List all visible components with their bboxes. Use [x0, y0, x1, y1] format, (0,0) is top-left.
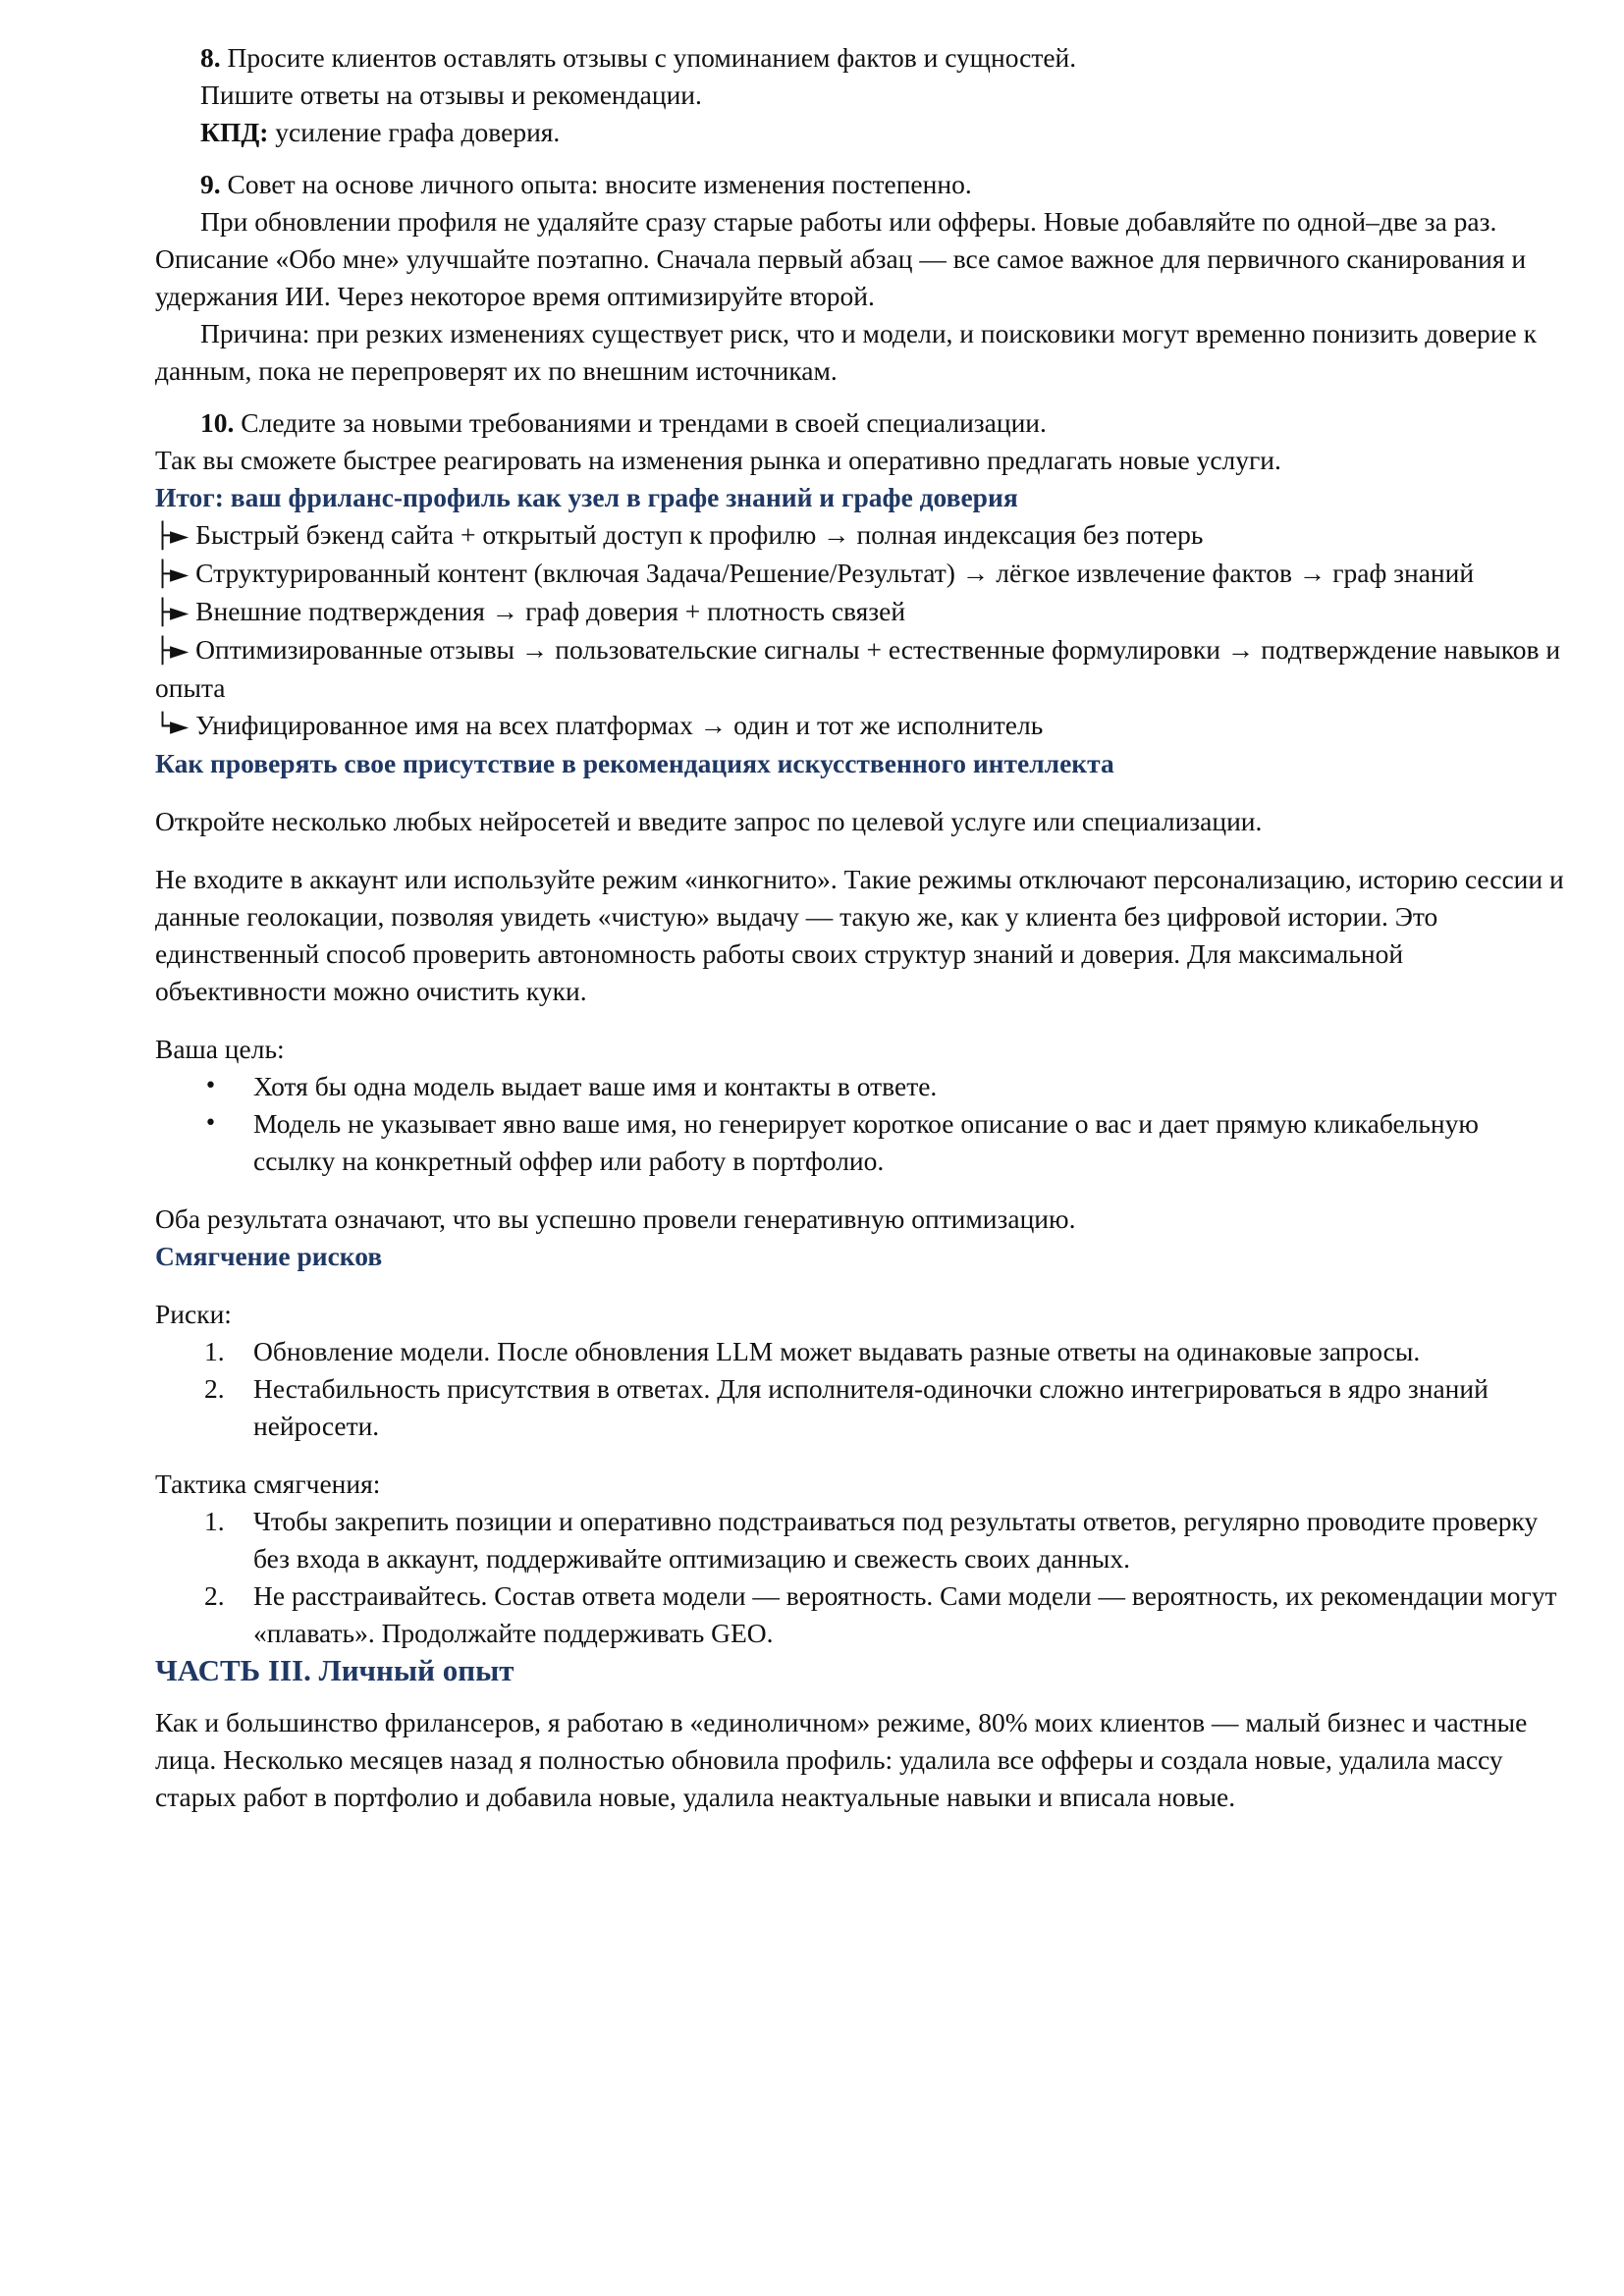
goal-label: Ваша цель:	[155, 1034, 285, 1064]
summary-item-2	[155, 555, 1565, 593]
check-heading: Как проверять свое присутствие в рекомендациях искусственного интеллекта	[155, 748, 1114, 778]
check-para-2: Не входите в аккаунт или используйте режим «инкогнито». Такие режимы отключают персонализацию, историю сессии и данные геолокации, позволяя увидеть «чистую» выдачу — такую же, как у клиента без цифровой истории. Это единственный способ проверить автономность работы своих структур знаний и доверия. Для максимальной объективности можно очистить куки.	[155, 864, 1564, 1006]
list-item-text: Нестабильность присутствия в ответах. Для исполнителя-одиночки сложно интегрироваться в ядро знаний нейросети.	[253, 1373, 1489, 1441]
bullet-icon: •	[204, 1074, 217, 1098]
document-page	[155, 39, 1565, 1816]
kpd-text: усиление графа доверия.	[268, 117, 561, 147]
bullet-icon: •	[204, 1111, 217, 1136]
item-10-title-text: Следите за новыми требованиями и трендами в своей специализации.	[241, 407, 1047, 438]
summary-item-text: Быстрый бэкенд сайта + открытый доступ к профилю → полная индексация без потерь	[189, 519, 1204, 550]
goal-list	[155, 1068, 1565, 1180]
item-9-para2: Причина: при резких изменениях существует риск, что и модели, и поисковики могут временно понизить доверие к данным, пока не перепроверят их по внешним источникам.	[155, 318, 1537, 386]
end-branch-arrow-icon: └►	[155, 712, 189, 740]
item-9-number: 9.	[200, 169, 221, 199]
item-9-para1: При обновлении профиля не удаляйте сразу старые работы или офферы. Новые добавляйте по одной–две за раз. Описание «Обо мне» улучшайте поэтапно. Сначала первый абзац — все самое важное для первичного сканирования и удержания ИИ. Через некоторое время оптимизируйте второй.	[155, 206, 1527, 311]
tactics-list	[155, 1503, 1565, 1652]
summary-item-text: Оптимизированные отзывы → пользовательские сигналы + естественные формулировки → подтверждение навыков и опыта	[155, 634, 1561, 703]
summary-item-text: Структурированный контент (включая Задача/Решение/Результат) → лёгкое извлечение фактов → граф знаний	[189, 558, 1475, 588]
branch-arrow-icon: ├►	[155, 636, 189, 665]
risks-heading: Смягчение рисков	[155, 1241, 383, 1271]
branch-arrow-icon: ├►	[155, 598, 189, 626]
summary-heading: Итог: ваш фриланс-профиль как узел в графе знаний и графе доверия	[155, 482, 1018, 512]
item-10-number: 10.	[200, 407, 235, 438]
summary-item-text: Унифицированное имя на всех платформах → один и тот же исполнитель	[189, 710, 1044, 740]
summary-item-3	[155, 593, 1565, 631]
list-item-text: Не расстраивайтесь. Состав ответа модели — вероятность. Сами модели — вероятность, их рекомендации могут «плавать». Продолжайте поддерживать GEO.	[253, 1580, 1557, 1648]
branch-arrow-icon: ├►	[155, 521, 189, 550]
list-item-text: Обновление модели. После обновления LLM может выдавать разные ответы на одинаковые запросы.	[253, 1336, 1421, 1366]
summary-item-text: Внешние подтверждения → граф доверия + плотность связей	[189, 596, 906, 626]
item-8-title-text: Просите клиентов оставлять отзывы с упоминанием фактов и сущностей.	[227, 42, 1077, 73]
summary-item-4	[155, 631, 1565, 707]
item-10-title	[155, 404, 1565, 442]
summary-item-5	[155, 707, 1565, 745]
list-item-text: Хотя бы одна модель выдает ваше имя и контакты в ответе.	[253, 1071, 938, 1101]
item-8-title	[155, 39, 1565, 77]
list-item	[155, 1068, 1565, 1105]
list-item-number: 2.	[204, 1373, 225, 1404]
item-10-para: Так вы сможете быстрее реагировать на изменения рынка и оперативно предлагать новые услуги.	[155, 445, 1281, 475]
item-8-number: 8.	[200, 42, 221, 73]
check-para-1: Откройте несколько любых нейросетей и введите запрос по целевой услуге или специализации.	[155, 806, 1263, 836]
tactics-label: Тактика смягчения:	[155, 1468, 381, 1499]
check-conclusion: Оба результата означают, что вы успешно провели генеративную оптимизацию.	[155, 1203, 1076, 1234]
risks-label: Риски:	[155, 1299, 232, 1329]
item-9-title-text: Совет на основе личного опыта: вносите изменения постепенно.	[227, 169, 972, 199]
list-item	[155, 1503, 1565, 1577]
summary-item-1	[155, 516, 1565, 555]
kpd-label: КПД:	[200, 117, 269, 147]
list-item-number: 2.	[204, 1580, 225, 1611]
list-item-text: Чтобы закрепить позиции и оперативно подстраиваться под результаты ответов, регулярно проводите проверку без входа в аккаунт, поддерживайте оптимизацию и свежесть своих данных.	[253, 1506, 1539, 1574]
part-3-para: Как и большинство фрилансеров, я работаю в «единоличном» режиме, 80% моих клиентов — малый бизнес и частные лица. Несколько месяцев назад я полностью обновила профиль: удалила все офферы и создала новые, удалила массу старых работ в портфолио и добавила новые, удалила неактуальные навыки и вписала новые.	[155, 1707, 1528, 1812]
branch-arrow-icon: ├►	[155, 560, 189, 588]
list-item	[155, 1333, 1565, 1370]
list-item	[155, 1577, 1565, 1652]
list-item	[155, 1105, 1565, 1180]
item-8-kpd	[155, 114, 1565, 151]
risks-list	[155, 1333, 1565, 1445]
item-9-title	[155, 166, 1565, 203]
item-8-line2: Пишите ответы на отзывы и рекомендации.	[200, 80, 702, 110]
list-item-number: 1.	[204, 1336, 225, 1366]
list-item-number: 1.	[204, 1506, 225, 1536]
list-item-text: Модель не указывает явно ваше имя, но генерирует короткое описание о вас и дает прямую кликабельную ссылку на конкретный оффер или работу в портфолио.	[253, 1108, 1479, 1176]
list-item	[155, 1370, 1565, 1445]
part-3-heading: ЧАСТЬ III. Личный опыт	[155, 1653, 514, 1687]
